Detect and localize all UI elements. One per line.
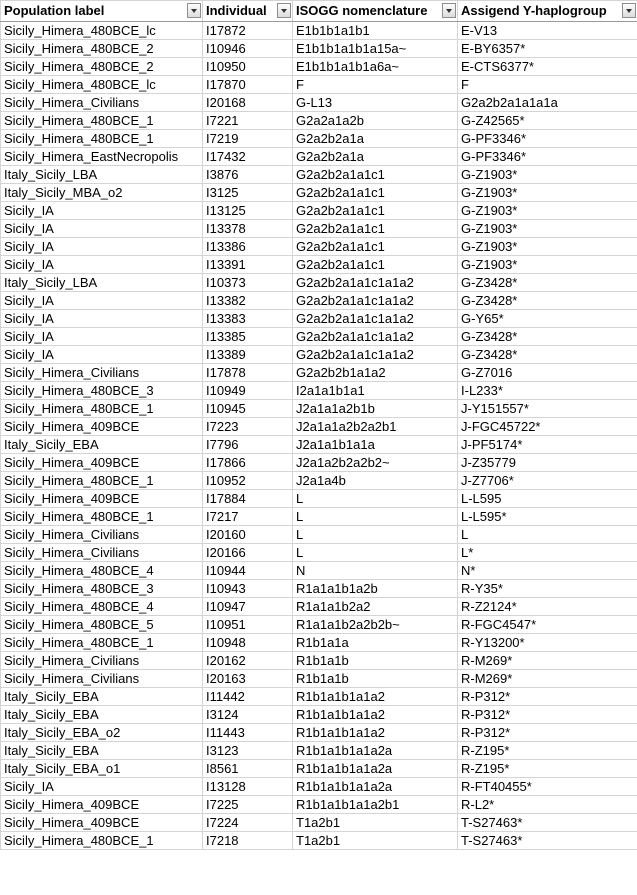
population-label-cell[interactable]: Sicily_Himera_Civilians: [1, 94, 203, 112]
population-label-cell[interactable]: Sicily_Himera_480BCE_1: [1, 634, 203, 652]
individual-cell[interactable]: I13383: [203, 310, 293, 328]
header-population-label: [1, 1, 203, 22]
population-label-cell[interactable]: Sicily_Himera_Civilians: [1, 526, 203, 544]
isogg-nomenclature-cell[interactable]: R1b1a1b: [293, 670, 458, 688]
header-label: Assigend Y-haplogroup: [461, 3, 607, 18]
y-haplogroup-cell[interactable]: R-L2*: [458, 796, 637, 814]
y-haplogroup-cell[interactable]: R-P312*: [458, 724, 637, 742]
isogg-nomenclature-cell[interactable]: T1a2b1: [293, 814, 458, 832]
individual-cell[interactable]: I3125: [203, 184, 293, 202]
y-haplogroup-cell[interactable]: G-Z1903*: [458, 202, 637, 220]
y-haplogroup-cell[interactable]: G-Y65*: [458, 310, 637, 328]
population-label-cell[interactable]: Sicily_Himera_Civilians: [1, 670, 203, 688]
population-label-cell[interactable]: Sicily_Himera_480BCE_1: [1, 130, 203, 148]
population-label-cell[interactable]: Sicily_Himera_480BCE_1: [1, 400, 203, 418]
y-haplogroup-cell[interactable]: J-PF5174*: [458, 436, 637, 454]
table-row: [1, 454, 637, 472]
y-haplogroup-cell[interactable]: L*: [458, 544, 637, 562]
individual-cell[interactable]: I3876: [203, 166, 293, 184]
population-label-cell[interactable]: Sicily_IA: [1, 220, 203, 238]
isogg-nomenclature-cell[interactable]: J2a1a1b1a1a: [293, 436, 458, 454]
individual-cell[interactable]: I10373: [203, 274, 293, 292]
y-haplogroup-cell[interactable]: R-Y35*: [458, 580, 637, 598]
table-row: [1, 184, 637, 202]
isogg-nomenclature-cell[interactable]: E1b1b1a1b1a6a~: [293, 58, 458, 76]
individual-cell[interactable]: I10947: [203, 598, 293, 616]
table-row: [1, 40, 637, 58]
y-haplogroup-cell[interactable]: E-BY6357*: [458, 40, 637, 58]
y-haplogroup-cell[interactable]: J-Z7706*: [458, 472, 637, 490]
population-label-cell[interactable]: Sicily_Himera_Civilians: [1, 364, 203, 382]
individual-cell[interactable]: I10943: [203, 580, 293, 598]
isogg-nomenclature-cell[interactable]: G2a2b2a1a1c1: [293, 220, 458, 238]
population-label-cell[interactable]: Sicily_Himera_480BCE_4: [1, 562, 203, 580]
y-haplogroup-cell[interactable]: R-FT40455*: [458, 778, 637, 796]
population-label-cell[interactable]: Italy_Sicily_EBA_o1: [1, 760, 203, 778]
isogg-nomenclature-cell[interactable]: R1b1a1a: [293, 634, 458, 652]
table-row: [1, 220, 637, 238]
isogg-nomenclature-cell[interactable]: G2a2b2a1a1c1: [293, 184, 458, 202]
individual-cell[interactable]: I10948: [203, 634, 293, 652]
isogg-nomenclature-cell[interactable]: R1b1a1b1a1a2: [293, 724, 458, 742]
isogg-nomenclature-cell[interactable]: G2a2b2a1a: [293, 148, 458, 166]
table-row: [1, 22, 637, 40]
individual-cell[interactable]: I10944: [203, 562, 293, 580]
population-label-cell[interactable]: Sicily_Himera_480BCE_lc: [1, 76, 203, 94]
isogg-nomenclature-cell[interactable]: E1b1b1a1b1: [293, 22, 458, 40]
isogg-nomenclature-cell[interactable]: R1b1a1b: [293, 652, 458, 670]
individual-cell[interactable]: I17878: [203, 364, 293, 382]
population-label-cell[interactable]: Italy_Sicily_MBA_o2: [1, 184, 203, 202]
y-haplogroup-cell[interactable]: J-Y151557*: [458, 400, 637, 418]
isogg-nomenclature-cell[interactable]: G2a2b2a1a: [293, 130, 458, 148]
header-row: [1, 1, 637, 22]
population-label-cell[interactable]: Sicily_Himera_480BCE_3: [1, 580, 203, 598]
table-row: [1, 130, 637, 148]
y-haplogroup-cell[interactable]: G-Z7016: [458, 364, 637, 382]
population-label-cell[interactable]: Italy_Sicily_LBA: [1, 166, 203, 184]
table-row: [1, 778, 637, 796]
individual-cell[interactable]: I13382: [203, 292, 293, 310]
table-row: [1, 490, 637, 508]
population-label-cell[interactable]: Sicily_IA: [1, 328, 203, 346]
y-haplogroup-cell[interactable]: R-Z195*: [458, 742, 637, 760]
isogg-nomenclature-cell[interactable]: J2a1a2b2a2b2~: [293, 454, 458, 472]
y-haplogroup-cell[interactable]: L-L595*: [458, 508, 637, 526]
individual-cell[interactable]: I20160: [203, 526, 293, 544]
table-row: [1, 274, 637, 292]
individual-cell[interactable]: I13128: [203, 778, 293, 796]
y-haplogroup-cell[interactable]: R-FGC4547*: [458, 616, 637, 634]
individual-cell[interactable]: I13389: [203, 346, 293, 364]
individual-cell[interactable]: I20166: [203, 544, 293, 562]
isogg-nomenclature-cell[interactable]: I2a1a1b1a1: [293, 382, 458, 400]
y-haplogroup-cell[interactable]: G-Z3428*: [458, 274, 637, 292]
isogg-nomenclature-cell[interactable]: G2a2b2a1a1c1: [293, 238, 458, 256]
y-haplogroup-cell[interactable]: F: [458, 76, 637, 94]
table-row: [1, 310, 637, 328]
individual-cell[interactable]: I7219: [203, 130, 293, 148]
individual-cell[interactable]: I7796: [203, 436, 293, 454]
isogg-nomenclature-cell[interactable]: G2a2b2a1a1c1: [293, 166, 458, 184]
population-label-cell[interactable]: Sicily_Himera_409BCE: [1, 490, 203, 508]
population-label-cell[interactable]: Italy_Sicily_EBA: [1, 742, 203, 760]
population-label-cell[interactable]: Sicily_IA: [1, 202, 203, 220]
isogg-nomenclature-cell[interactable]: R1a1a1b1a2b: [293, 580, 458, 598]
population-label-cell[interactable]: Sicily_Himera_480BCE_3: [1, 382, 203, 400]
individual-cell[interactable]: I7223: [203, 418, 293, 436]
isogg-nomenclature-cell[interactable]: R1b1a1b1a1a2: [293, 706, 458, 724]
population-label-cell[interactable]: Sicily_IA: [1, 256, 203, 274]
table-row: [1, 166, 637, 184]
isogg-nomenclature-cell[interactable]: G2a2b2a1a1c1a1a2: [293, 292, 458, 310]
individual-cell[interactable]: I10951: [203, 616, 293, 634]
table-row: [1, 598, 637, 616]
isogg-nomenclature-cell[interactable]: J2a1a1a2b1b: [293, 400, 458, 418]
population-label-cell[interactable]: Sicily_Himera_480BCE_5: [1, 616, 203, 634]
isogg-nomenclature-cell[interactable]: R1b1a1b1a1a2a: [293, 760, 458, 778]
population-label-cell[interactable]: Sicily_IA: [1, 310, 203, 328]
y-haplogroup-cell[interactable]: G-Z1903*: [458, 220, 637, 238]
table-row: [1, 418, 637, 436]
population-label-cell[interactable]: Sicily_Himera_Civilians: [1, 544, 203, 562]
y-haplogroup-cell[interactable]: J-FGC45722*: [458, 418, 637, 436]
table-row: [1, 76, 637, 94]
y-haplogroup-cell[interactable]: R-P312*: [458, 706, 637, 724]
table-row: [1, 328, 637, 346]
isogg-nomenclature-cell[interactable]: F: [293, 76, 458, 94]
population-label-cell[interactable]: Sicily_Himera_409BCE: [1, 454, 203, 472]
dropdown-arrow-icon[interactable]: [187, 3, 201, 18]
individual-cell[interactable]: I20168: [203, 94, 293, 112]
table-row: [1, 760, 637, 778]
y-haplogroup-cell[interactable]: J-Z35779: [458, 454, 637, 472]
table-row: [1, 832, 637, 850]
population-label-cell[interactable]: Sicily_Himera_480BCE_2: [1, 40, 203, 58]
table-row: [1, 706, 637, 724]
population-label-cell[interactable]: Sicily_Himera_409BCE: [1, 796, 203, 814]
individual-cell[interactable]: I13385: [203, 328, 293, 346]
y-haplogroup-cell[interactable]: I-L233*: [458, 382, 637, 400]
table-row: [1, 634, 637, 652]
table-row: [1, 544, 637, 562]
individual-cell[interactable]: I10945: [203, 400, 293, 418]
y-haplogroup-cell[interactable]: E-CTS6377*: [458, 58, 637, 76]
y-haplogroup-cell[interactable]: L: [458, 526, 637, 544]
population-label-cell[interactable]: Sicily_Himera_480BCE_1: [1, 832, 203, 850]
isogg-nomenclature-cell[interactable]: G2a2b2a1a1c1a1a2: [293, 310, 458, 328]
population-label-cell[interactable]: Italy_Sicily_EBA_o2: [1, 724, 203, 742]
table-row: [1, 256, 637, 274]
population-label-cell[interactable]: Italy_Sicily_EBA: [1, 436, 203, 454]
table-row: [1, 616, 637, 634]
table-row: [1, 742, 637, 760]
individual-cell[interactable]: I7225: [203, 796, 293, 814]
y-haplogroup-cell[interactable]: R-P312*: [458, 688, 637, 706]
header-label: ISOGG nomenclature: [296, 3, 428, 18]
isogg-nomenclature-cell[interactable]: R1b1a1b1a1a2b1: [293, 796, 458, 814]
isogg-nomenclature-cell[interactable]: G2a2b2b1a1a2: [293, 364, 458, 382]
individual-cell[interactable]: I3123: [203, 742, 293, 760]
individual-cell[interactable]: I7218: [203, 832, 293, 850]
table-row: [1, 652, 637, 670]
header-individual: [203, 1, 293, 22]
individual-cell[interactable]: I20163: [203, 670, 293, 688]
table-row: [1, 796, 637, 814]
header-isogg-nomenclature: [293, 1, 458, 22]
population-label-cell[interactable]: Sicily_Himera_480BCE_1: [1, 508, 203, 526]
table-row: [1, 472, 637, 490]
isogg-nomenclature-cell[interactable]: R1b1a1b1a1a2a: [293, 742, 458, 760]
dropdown-arrow-icon[interactable]: [277, 3, 291, 18]
population-label-cell[interactable]: Italy_Sicily_LBA: [1, 274, 203, 292]
isogg-nomenclature-cell[interactable]: R1b1a1b1a1a2a: [293, 778, 458, 796]
header-assigned-y-haplogroup: [458, 1, 637, 22]
population-label-cell[interactable]: Sicily_IA: [1, 778, 203, 796]
individual-cell[interactable]: I11442: [203, 688, 293, 706]
individual-cell[interactable]: I11443: [203, 724, 293, 742]
isogg-nomenclature-cell[interactable]: N: [293, 562, 458, 580]
table-row: [1, 292, 637, 310]
population-label-cell[interactable]: Sicily_Himera_480BCE_2: [1, 58, 203, 76]
y-haplogroup-cell[interactable]: G-Z1903*: [458, 238, 637, 256]
y-haplogroup-cell[interactable]: G2a2b2a1a1a1a: [458, 94, 637, 112]
table-row: [1, 112, 637, 130]
table-row: [1, 814, 637, 832]
isogg-nomenclature-cell[interactable]: G2a2b2a1a1c1: [293, 256, 458, 274]
y-haplogroup-cell[interactable]: G-Z1903*: [458, 166, 637, 184]
individual-cell[interactable]: I13391: [203, 256, 293, 274]
table-row: [1, 382, 637, 400]
individual-cell[interactable]: I7221: [203, 112, 293, 130]
isogg-nomenclature-cell[interactable]: L: [293, 508, 458, 526]
population-label-cell[interactable]: Sicily_Himera_409BCE: [1, 814, 203, 832]
y-haplogroup-cell[interactable]: T-S27463*: [458, 832, 637, 850]
isogg-nomenclature-cell[interactable]: E1b1b1a1b1a15a~: [293, 40, 458, 58]
y-haplogroup-cell[interactable]: L-L595: [458, 490, 637, 508]
table-row: [1, 688, 637, 706]
population-label-cell[interactable]: Sicily_Himera_480BCE_lc: [1, 22, 203, 40]
y-haplogroup-cell[interactable]: G-Z3428*: [458, 346, 637, 364]
isogg-nomenclature-cell[interactable]: L: [293, 544, 458, 562]
table-row: [1, 670, 637, 688]
y-haplogroup-cell[interactable]: G-Z3428*: [458, 328, 637, 346]
y-haplogroup-cell[interactable]: G-Z3428*: [458, 292, 637, 310]
individual-cell[interactable]: I17884: [203, 490, 293, 508]
table-row: [1, 346, 637, 364]
table-row: [1, 436, 637, 454]
table-header: [1, 1, 637, 22]
isogg-nomenclature-cell[interactable]: G2a2b2a1a1c1a1a2: [293, 346, 458, 364]
dropdown-arrow-icon[interactable]: [442, 3, 456, 18]
y-haplogroup-cell[interactable]: R-M269*: [458, 652, 637, 670]
individual-cell[interactable]: I10952: [203, 472, 293, 490]
y-haplogroup-cell[interactable]: G-PF3346*: [458, 148, 637, 166]
isogg-nomenclature-cell[interactable]: R1b1a1b1a1a2: [293, 688, 458, 706]
table-row: [1, 526, 637, 544]
table-row: [1, 724, 637, 742]
dropdown-arrow-icon[interactable]: [622, 3, 636, 18]
individual-cell[interactable]: I20162: [203, 652, 293, 670]
population-label-cell[interactable]: Sicily_Himera_409BCE: [1, 418, 203, 436]
population-label-cell[interactable]: Italy_Sicily_EBA: [1, 688, 203, 706]
individual-cell[interactable]: I8561: [203, 760, 293, 778]
y-haplogroup-cell[interactable]: G-Z1903*: [458, 256, 637, 274]
population-label-cell[interactable]: Italy_Sicily_EBA: [1, 706, 203, 724]
individual-cell[interactable]: I13378: [203, 220, 293, 238]
y-haplogroup-cell[interactable]: G-PF3346*: [458, 130, 637, 148]
individual-cell[interactable]: I13386: [203, 238, 293, 256]
individual-cell[interactable]: I7224: [203, 814, 293, 832]
y-haplogroup-cell[interactable]: G-Z1903*: [458, 184, 637, 202]
individual-cell[interactable]: I10950: [203, 58, 293, 76]
table-row: [1, 94, 637, 112]
population-label-cell[interactable]: Sicily_IA: [1, 346, 203, 364]
y-haplogroup-cell[interactable]: R-Z2124*: [458, 598, 637, 616]
y-haplogroup-cell[interactable]: R-Z195*: [458, 760, 637, 778]
isogg-nomenclature-cell[interactable]: L: [293, 526, 458, 544]
isogg-nomenclature-cell[interactable]: J2a1a1a2b2a2b1: [293, 418, 458, 436]
table-row: [1, 238, 637, 256]
table-row: [1, 562, 637, 580]
table-row: [1, 58, 637, 76]
individual-cell[interactable]: I17432: [203, 148, 293, 166]
y-haplogroup-cell[interactable]: E-V13: [458, 22, 637, 40]
table-row: [1, 202, 637, 220]
population-label-cell[interactable]: Sicily_Himera_480BCE_1: [1, 472, 203, 490]
individual-cell[interactable]: I3124: [203, 706, 293, 724]
header-label: Population label: [4, 3, 105, 18]
population-label-cell[interactable]: Sicily_Himera_480BCE_4: [1, 598, 203, 616]
population-label-cell[interactable]: Sicily_Himera_EastNecropolis: [1, 148, 203, 166]
isogg-nomenclature-cell[interactable]: G2a2a1a2b: [293, 112, 458, 130]
isogg-nomenclature-cell[interactable]: J2a1a4b: [293, 472, 458, 490]
isogg-nomenclature-cell[interactable]: T1a2b1: [293, 832, 458, 850]
individual-cell[interactable]: I10949: [203, 382, 293, 400]
isogg-nomenclature-cell[interactable]: G2a2b2a1a1c1: [293, 202, 458, 220]
population-label-cell[interactable]: Sicily_Himera_480BCE_1: [1, 112, 203, 130]
y-haplogroup-cell[interactable]: R-M269*: [458, 670, 637, 688]
table-row: [1, 508, 637, 526]
population-label-cell[interactable]: Sicily_IA: [1, 238, 203, 256]
isogg-nomenclature-cell[interactable]: G-L13: [293, 94, 458, 112]
individual-cell[interactable]: I10946: [203, 40, 293, 58]
isogg-nomenclature-cell[interactable]: L: [293, 490, 458, 508]
individual-cell[interactable]: I17872: [203, 22, 293, 40]
y-haplogroup-cell[interactable]: N*: [458, 562, 637, 580]
table-row: [1, 364, 637, 382]
table-body: [1, 22, 637, 850]
y-haplogroup-cell[interactable]: G-Z42565*: [458, 112, 637, 130]
header-label: Individual: [206, 3, 267, 18]
y-haplogroup-cell[interactable]: R-Y13200*: [458, 634, 637, 652]
individual-cell[interactable]: I7217: [203, 508, 293, 526]
y-haplogroup-cell[interactable]: T-S27463*: [458, 814, 637, 832]
isogg-nomenclature-cell[interactable]: R1a1a1b2a2: [293, 598, 458, 616]
isogg-nomenclature-cell[interactable]: G2a2b2a1a1c1a1a2: [293, 328, 458, 346]
table-row: [1, 580, 637, 598]
isogg-nomenclature-cell[interactable]: R1a1a1b2a2b2b~: [293, 616, 458, 634]
population-label-cell[interactable]: Sicily_IA: [1, 292, 203, 310]
isogg-nomenclature-cell[interactable]: G2a2b2a1a1c1a1a2: [293, 274, 458, 292]
table-row: [1, 400, 637, 418]
population-label-cell[interactable]: Sicily_Himera_Civilians: [1, 652, 203, 670]
individual-cell[interactable]: I17870: [203, 76, 293, 94]
table-row: [1, 148, 637, 166]
individual-cell[interactable]: I17866: [203, 454, 293, 472]
individual-cell[interactable]: I13125: [203, 202, 293, 220]
